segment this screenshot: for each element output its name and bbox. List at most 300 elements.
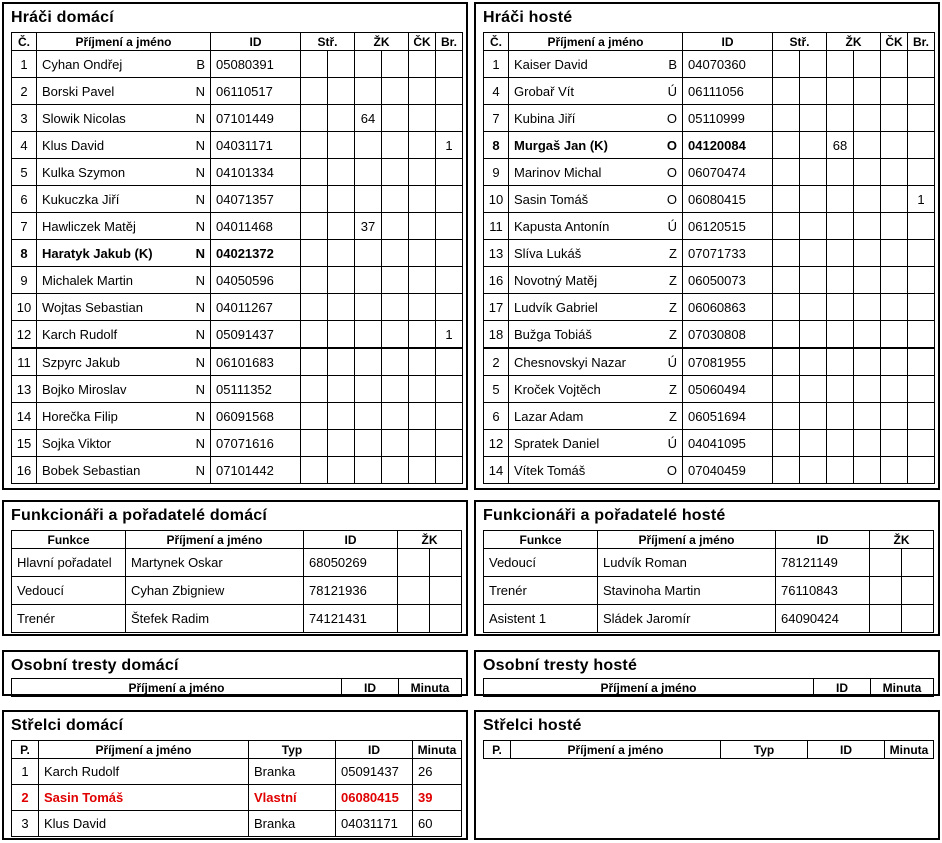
home-penalties-title: Osobní tresty domácí — [11, 657, 179, 674]
cell-name — [509, 403, 683, 430]
away-penalties-header — [484, 679, 934, 697]
header-row — [12, 33, 463, 51]
cell-id: 06070474 — [683, 159, 773, 186]
cell-p: 1 — [12, 759, 39, 785]
cell-num: 4 — [12, 132, 37, 159]
player-name: Marinov Michal — [514, 164, 602, 180]
cell-id: 06101683 — [211, 348, 301, 376]
cell-zk1 — [827, 159, 854, 186]
cell-num: 1 — [12, 51, 37, 78]
cell-id: 04011267 — [211, 294, 301, 321]
away-scorers-section — [474, 710, 940, 840]
cell-name: Sasin Tomáš — [39, 785, 249, 811]
table-row — [484, 159, 935, 186]
cell-id: 05091437 — [211, 321, 301, 349]
cell-name — [509, 186, 683, 213]
penalties-row — [2, 650, 942, 696]
cell-num: 11 — [484, 213, 509, 240]
away-penalties-section — [474, 650, 940, 696]
cell-str1 — [301, 430, 328, 457]
cell-num: 7 — [484, 105, 509, 132]
table-row — [484, 213, 935, 240]
player-position-letter: N — [195, 381, 205, 397]
cell-zk2 — [902, 605, 934, 633]
cell-num: 18 — [484, 321, 509, 349]
cell-ck — [881, 321, 908, 349]
table-row — [12, 577, 462, 605]
cell-id: 06120515 — [683, 213, 773, 240]
cell-str2 — [328, 105, 355, 132]
cell-ck — [409, 348, 436, 376]
cell-id: 76110843 — [776, 577, 870, 605]
cell-str2 — [328, 159, 355, 186]
cell-str1 — [301, 457, 328, 484]
cell-br — [908, 294, 935, 321]
cell-role: Asistent 1 — [484, 605, 598, 633]
col-header-shots: Stř. — [301, 33, 355, 51]
cell-num: 5 — [484, 376, 509, 403]
cell-str1 — [301, 321, 328, 349]
cell-zk1 — [355, 132, 382, 159]
cell-name — [37, 213, 211, 240]
cell-id: 78121149 — [776, 549, 870, 577]
cell-ck — [409, 240, 436, 267]
cell-name — [509, 159, 683, 186]
cell-name — [37, 348, 211, 376]
header-row — [484, 531, 934, 549]
player-name: Borski Pavel — [42, 83, 115, 99]
away-players-body — [484, 51, 935, 484]
cell-zk1 — [870, 605, 902, 633]
home-officials-header — [12, 531, 462, 549]
cell-zk2 — [854, 403, 881, 430]
cell-ck — [881, 240, 908, 267]
table-row — [484, 403, 935, 430]
table-row — [484, 376, 935, 403]
cell-br — [908, 430, 935, 457]
player-position-letter: N — [195, 326, 205, 342]
cell-str1 — [301, 240, 328, 267]
cell-ck — [409, 321, 436, 349]
player-position-letter: O — [666, 110, 677, 126]
cell-id: 07030808 — [683, 321, 773, 349]
cell-zk1 — [827, 430, 854, 457]
cell-zk2 — [382, 457, 409, 484]
away-officials-title: Funkcionáři a pořadatelé hosté — [483, 507, 726, 524]
player-position-letter: O — [666, 462, 677, 478]
cell-num: 6 — [484, 403, 509, 430]
player-name: Kroček Vojtěch — [514, 381, 601, 397]
cell-str1 — [301, 213, 328, 240]
cell-name — [37, 321, 211, 349]
cell-str2 — [328, 51, 355, 78]
cell-name: Cyhan Zbigniew — [126, 577, 304, 605]
cell-num: 13 — [484, 240, 509, 267]
col-header-name: Příjmení a jméno — [509, 33, 683, 51]
cell-zk1 — [355, 240, 382, 267]
cell-str2 — [328, 186, 355, 213]
col-header-name: Příjmení a jméno — [484, 679, 814, 697]
cell-ck — [881, 457, 908, 484]
player-name: Cyhan Ondřej — [42, 56, 123, 72]
cell-id: 05110999 — [683, 105, 773, 132]
cell-zk2 — [382, 267, 409, 294]
cell-zk1 — [355, 267, 382, 294]
cell-zk2 — [854, 430, 881, 457]
cell-br — [908, 321, 935, 349]
cell-id: 06080415 — [336, 785, 413, 811]
cell-str1 — [773, 186, 800, 213]
cell-str2 — [800, 213, 827, 240]
cell-id: 04101334 — [211, 159, 301, 186]
player-name: Sasin Tomáš — [514, 191, 589, 207]
cell-str2 — [328, 403, 355, 430]
cell-name: Martynek Oskar — [126, 549, 304, 577]
table-row — [12, 376, 463, 403]
away-players-title: Hráči hosté — [483, 9, 573, 26]
table-row — [484, 348, 935, 376]
table-row — [484, 430, 935, 457]
cell-id: 05080391 — [211, 51, 301, 78]
cell-role: Vedoucí — [12, 577, 126, 605]
cell-br — [436, 430, 463, 457]
cell-str1 — [301, 105, 328, 132]
col-header-id: ID — [304, 531, 398, 549]
table-row — [12, 811, 462, 837]
cell-br — [436, 457, 463, 484]
away-penalties-title: Osobní tresty hosté — [483, 657, 638, 674]
cell-num: 7 — [12, 213, 37, 240]
col-header-minute: Minuta — [871, 679, 934, 697]
cell-name — [37, 294, 211, 321]
cell-name — [37, 403, 211, 430]
header-row — [484, 33, 935, 51]
header-row — [12, 531, 462, 549]
cell-br — [908, 213, 935, 240]
cell-id: 04011468 — [211, 213, 301, 240]
cell-zk2 — [382, 159, 409, 186]
player-position-letter: N — [195, 191, 205, 207]
cell-br — [436, 294, 463, 321]
cell-id: 06111056 — [683, 78, 773, 105]
cell-str2 — [800, 267, 827, 294]
cell-name: Klus David — [39, 811, 249, 837]
cell-str1 — [773, 430, 800, 457]
cell-name — [509, 267, 683, 294]
col-header-name: Příjmení a jméno — [39, 741, 249, 759]
table-row — [12, 78, 463, 105]
player-position-letter: N — [195, 83, 205, 99]
officials-row — [2, 500, 942, 636]
cell-zk2 — [382, 213, 409, 240]
cell-zk1 — [398, 577, 430, 605]
cell-br — [436, 51, 463, 78]
cell-zk1 — [827, 240, 854, 267]
cell-id: 04071357 — [211, 186, 301, 213]
cell-zk2 — [382, 376, 409, 403]
cell-min: 60 — [413, 811, 462, 837]
cell-zk1 — [827, 105, 854, 132]
player-name: Grobař Vít — [514, 83, 574, 99]
cell-num: 16 — [484, 267, 509, 294]
home-officials-body — [12, 549, 462, 633]
player-name: Horečka Filip — [42, 408, 118, 424]
col-header-id: ID — [683, 33, 773, 51]
player-position-letter: Ú — [667, 83, 677, 99]
player-position-letter: Z — [669, 408, 677, 424]
cell-num: 4 — [484, 78, 509, 105]
cell-str2 — [328, 457, 355, 484]
table-row — [484, 267, 935, 294]
player-name: Ludvík Gabriel — [514, 299, 598, 315]
cell-str2 — [328, 321, 355, 349]
player-position-letter: O — [666, 164, 677, 180]
cell-br — [436, 267, 463, 294]
col-header-role: Funkce — [484, 531, 598, 549]
table-row — [484, 549, 934, 577]
away-scorers-header — [484, 741, 934, 759]
player-name: Bojko Miroslav — [42, 381, 127, 397]
cell-zk2 — [854, 267, 881, 294]
player-name: Szpyrc Jakub — [42, 354, 121, 370]
cell-br: 1 — [908, 186, 935, 213]
cell-name: Karch Rudolf — [39, 759, 249, 785]
cell-str2 — [328, 348, 355, 376]
cell-id: 68050269 — [304, 549, 398, 577]
col-header-type: Typ — [721, 741, 808, 759]
cell-id: 04070360 — [683, 51, 773, 78]
cell-ck — [409, 267, 436, 294]
cell-str1 — [301, 294, 328, 321]
col-header-minute: Minuta — [885, 741, 934, 759]
cell-id: 07071616 — [211, 430, 301, 457]
cell-zk2 — [854, 294, 881, 321]
cell-num: 11 — [12, 348, 37, 376]
cell-str1 — [301, 186, 328, 213]
cell-num: 16 — [12, 457, 37, 484]
cell-name — [37, 240, 211, 267]
away-officials-body — [484, 549, 934, 633]
away-penalties-table — [483, 678, 934, 697]
cell-ck — [409, 403, 436, 430]
home-players-body — [12, 51, 463, 484]
cell-str1 — [773, 348, 800, 376]
cell-str2 — [328, 213, 355, 240]
cell-name — [37, 186, 211, 213]
cell-zk2 — [430, 577, 462, 605]
player-name: Hawliczek Matěj — [42, 218, 136, 234]
player-name: Chesnovskyi Nazar — [514, 354, 626, 370]
cell-str2 — [800, 132, 827, 159]
table-row — [484, 240, 935, 267]
cell-str2 — [328, 294, 355, 321]
cell-zk1 — [355, 430, 382, 457]
away-scorers-table — [483, 740, 934, 759]
player-position-letter: Z — [669, 381, 677, 397]
cell-zk2 — [382, 240, 409, 267]
table-row — [12, 321, 463, 349]
home-penalties-section — [2, 650, 468, 696]
home-scorers-header — [12, 741, 462, 759]
cell-min: 26 — [413, 759, 462, 785]
table-row — [484, 51, 935, 78]
col-header-type: Typ — [249, 741, 336, 759]
col-header-order: P. — [12, 741, 39, 759]
col-header-red-card: ČK — [409, 33, 436, 51]
cell-str2 — [328, 430, 355, 457]
player-name: Slowik Nicolas — [42, 110, 126, 126]
player-position-letter: N — [195, 164, 205, 180]
cell-ck — [881, 294, 908, 321]
cell-num: 14 — [484, 457, 509, 484]
cell-id: 07040459 — [683, 457, 773, 484]
table-row — [484, 294, 935, 321]
home-penalties-table — [11, 678, 462, 697]
cell-typ: Vlastní — [249, 785, 336, 811]
cell-zk2 — [854, 457, 881, 484]
cell-str2 — [800, 105, 827, 132]
cell-str1 — [773, 51, 800, 78]
cell-zk1 — [827, 213, 854, 240]
player-name: Vítek Tomáš — [514, 462, 586, 478]
player-position-letter: Ú — [667, 435, 677, 451]
home-officials-table — [11, 530, 462, 633]
cell-typ: Branka — [249, 811, 336, 837]
table-row — [12, 403, 463, 430]
cell-name: Štefek Radim — [126, 605, 304, 633]
col-header-yellow-card: ŽK — [398, 531, 462, 549]
table-row — [12, 430, 463, 457]
col-header-yellow-card: ŽK — [870, 531, 934, 549]
cell-num: 13 — [12, 376, 37, 403]
col-header-goals: Br. — [436, 33, 463, 51]
player-name: Kukuczka Jiří — [42, 191, 120, 207]
players-row — [2, 2, 942, 490]
cell-str1 — [773, 294, 800, 321]
col-header-id: ID — [211, 33, 301, 51]
cell-br — [436, 186, 463, 213]
cell-zk2 — [430, 549, 462, 577]
cell-id: 04031171 — [336, 811, 413, 837]
cell-name: Sládek Jaromír — [598, 605, 776, 633]
cell-ck — [409, 78, 436, 105]
cell-br — [908, 457, 935, 484]
cell-zk1: 68 — [827, 132, 854, 159]
cell-id: 07101442 — [211, 457, 301, 484]
cell-str1 — [773, 159, 800, 186]
cell-ck — [881, 159, 908, 186]
cell-ck — [409, 51, 436, 78]
table-row — [484, 78, 935, 105]
cell-str2 — [328, 132, 355, 159]
cell-zk1 — [355, 294, 382, 321]
cell-str1 — [773, 213, 800, 240]
cell-id: 06050073 — [683, 267, 773, 294]
cell-num: 10 — [484, 186, 509, 213]
player-position-letter: N — [195, 245, 205, 261]
cell-str1 — [301, 51, 328, 78]
player-position-letter: N — [195, 218, 205, 234]
cell-br — [908, 267, 935, 294]
away-players-section — [474, 2, 940, 490]
player-name: Klus David — [42, 137, 105, 153]
cell-zk2 — [854, 348, 881, 376]
header-row — [484, 679, 934, 697]
cell-zk2 — [854, 105, 881, 132]
player-name: Kubina Jiří — [514, 110, 576, 126]
col-header-order: P. — [484, 741, 511, 759]
cell-br — [436, 403, 463, 430]
home-scorers-title: Střelci domácí — [11, 717, 124, 734]
table-row — [12, 267, 463, 294]
table-row — [484, 132, 935, 159]
cell-zk2 — [430, 605, 462, 633]
cell-zk1 — [827, 267, 854, 294]
player-position-letter: Z — [669, 299, 677, 315]
cell-name — [37, 159, 211, 186]
table-row — [12, 785, 462, 811]
player-position-letter: Z — [669, 326, 677, 342]
cell-zk1 — [827, 78, 854, 105]
cell-zk2 — [382, 51, 409, 78]
player-name: Kapusta Antonín — [514, 218, 610, 234]
cell-zk1 — [355, 51, 382, 78]
cell-zk1: 37 — [355, 213, 382, 240]
cell-zk2 — [382, 403, 409, 430]
player-position-letter: Z — [669, 272, 677, 288]
cell-id: 04041095 — [683, 430, 773, 457]
cell-str2 — [800, 186, 827, 213]
cell-zk2 — [902, 549, 934, 577]
cell-zk1 — [398, 549, 430, 577]
cell-str1 — [773, 105, 800, 132]
cell-id: 06110517 — [211, 78, 301, 105]
cell-num: 15 — [12, 430, 37, 457]
home-scorers-body — [12, 759, 462, 837]
cell-zk1 — [827, 321, 854, 349]
cell-role: Trenér — [484, 577, 598, 605]
cell-zk1 — [827, 51, 854, 78]
cell-ck — [409, 294, 436, 321]
player-name: Novotný Matěj — [514, 272, 598, 288]
cell-ck — [409, 186, 436, 213]
cell-zk2 — [854, 213, 881, 240]
player-position-letter: O — [666, 191, 677, 207]
cell-num: 2 — [484, 348, 509, 376]
cell-name — [509, 457, 683, 484]
cell-id: 64090424 — [776, 605, 870, 633]
player-position-letter: Ú — [667, 354, 677, 370]
cell-min: 39 — [413, 785, 462, 811]
cell-num: 6 — [12, 186, 37, 213]
cell-p: 3 — [12, 811, 39, 837]
cell-name — [37, 457, 211, 484]
cell-ck — [881, 403, 908, 430]
cell-zk1 — [355, 186, 382, 213]
col-header-shots: Stř. — [773, 33, 827, 51]
cell-br — [908, 403, 935, 430]
cell-ck — [881, 186, 908, 213]
cell-zk1 — [355, 457, 382, 484]
cell-num: 8 — [12, 240, 37, 267]
cell-str2 — [800, 457, 827, 484]
cell-id: 74121431 — [304, 605, 398, 633]
player-name: Sojka Viktor — [42, 435, 112, 451]
cell-role: Trenér — [12, 605, 126, 633]
cell-zk1 — [870, 549, 902, 577]
cell-ck — [881, 267, 908, 294]
cell-ck — [881, 78, 908, 105]
